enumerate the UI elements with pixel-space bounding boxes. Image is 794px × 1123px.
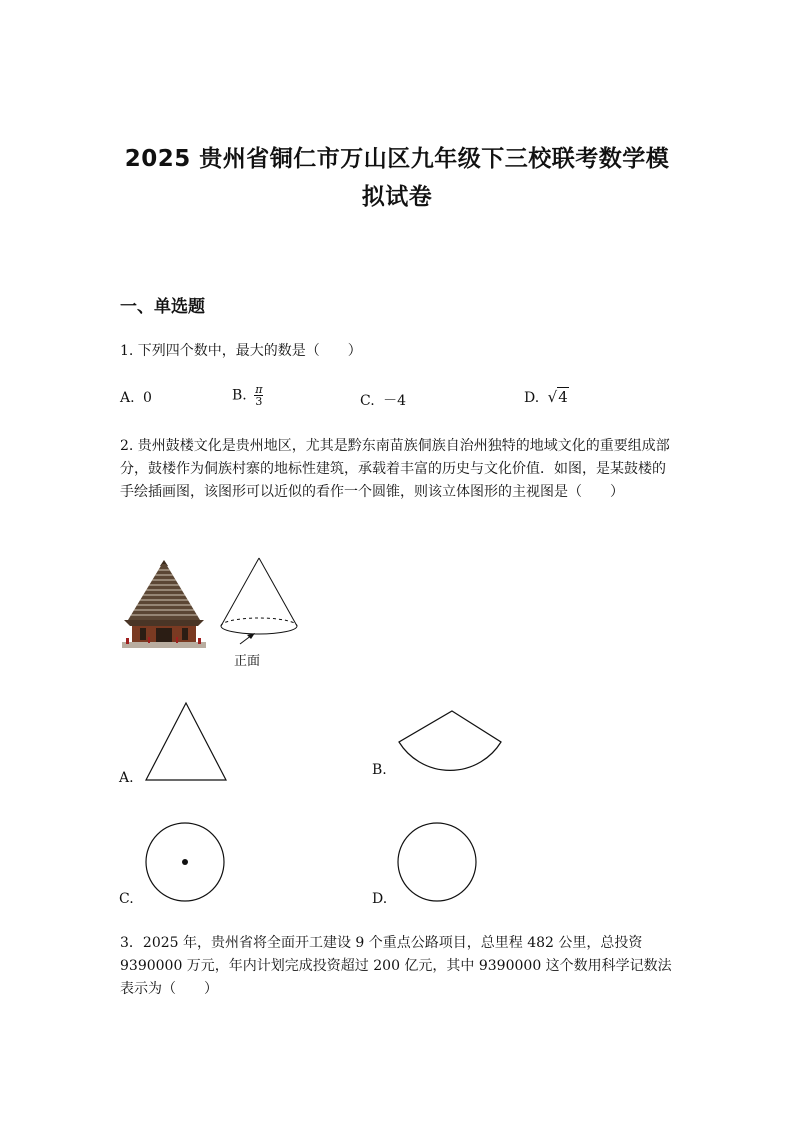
q1-option-a-label: A.: [120, 390, 135, 406]
q1-option-a[interactable]: [120, 390, 152, 406]
q2-option-a-label: A.: [119, 770, 134, 786]
page-title: [100, 140, 694, 216]
drum-tower-illustration: [118, 558, 210, 654]
q1-option-b[interactable]: [232, 384, 263, 407]
q2-option-b[interactable]: [372, 762, 387, 778]
q1-option-d-radicand: 4: [558, 388, 568, 406]
q2-option-c[interactable]: [119, 891, 134, 907]
q1-option-c-label: C.: [360, 393, 375, 409]
q2-option-b-sector: [396, 708, 506, 776]
front-view-label: 正面: [234, 654, 261, 669]
q1-option-a-value: 0: [143, 390, 152, 406]
q2-option-d-circle: [396, 822, 478, 904]
q1-option-d-label: D.: [524, 390, 540, 406]
q2-option-d[interactable]: [372, 891, 387, 907]
question-3-stem: 3．2025 年，贵州省将全面开工建设 9 个重点公路项目，总里程 482 公里，总投资 9390000 万元，年内计划完成投资超过 200 亿元，其中 9390000 这个数用科学记数法表示为（ ）: [120, 935, 672, 997]
q2-option-a[interactable]: [119, 770, 134, 786]
q1-option-c[interactable]: [360, 390, 406, 410]
cone-figure: [218, 556, 300, 648]
q1-option-b-numerator: π: [255, 383, 263, 396]
q1-option-d[interactable]: [524, 388, 569, 406]
q2-option-a-triangle: [142, 700, 230, 784]
q1-option-b-fraction: [254, 384, 263, 407]
question-2-stem: 2. 贵州鼓楼文化是贵州地区，尤其是黔东南苗族侗族自治州独特的地域文化的重要组成部分，鼓楼作为侗族村寨的地标性建筑，承载着丰富的历史与文化价值．如图，是某鼓楼的手绘插画图，该图形可以近似的看作一个圆锥，则该立体图形的主视图是（ ）: [120, 438, 670, 500]
q2-option-c-label: C.: [119, 891, 134, 907]
title-line-2: 拟试卷: [361, 184, 433, 210]
q1-option-d-sqrt: [548, 388, 569, 406]
q2-option-c-circle-with-center: [144, 822, 226, 904]
sqrt-sign-icon: √: [547, 388, 558, 406]
section-heading-single-choice: 一、单选题: [120, 297, 205, 317]
q1-option-b-label: B.: [232, 387, 247, 404]
title-line-1: 2025 贵州省铜仁市万山区九年级下三校联考数学模: [124, 146, 670, 172]
q2-option-b-label: B.: [372, 762, 387, 778]
q2-option-d-label: D.: [372, 891, 388, 907]
q1-option-b-denominator: 3: [255, 395, 263, 408]
question-1-stem: 1. 下列四个数中，最大的数是（ ）: [120, 343, 362, 359]
q1-option-c-value: －4: [383, 393, 407, 409]
